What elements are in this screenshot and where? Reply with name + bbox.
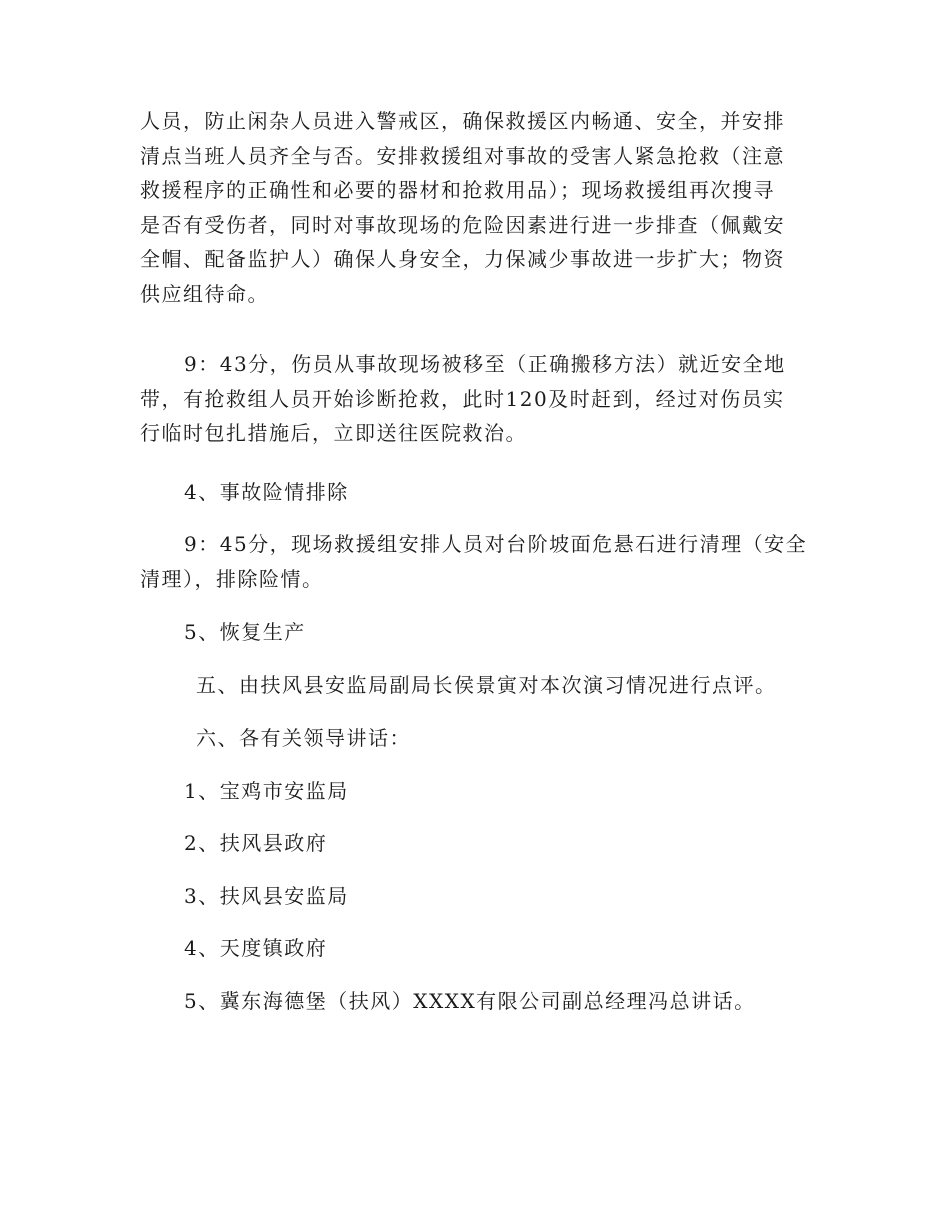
- text-line: 清理），排除险情。: [140, 566, 324, 591]
- text-line: 4、天度镇政府: [184, 936, 328, 960]
- text-line: 供应组待命。: [140, 281, 269, 306]
- heading-hazard-removal: [140, 475, 810, 510]
- list-item: [140, 931, 810, 966]
- text-line: 行临时包扎措施后，立即送往医院救治。: [140, 421, 527, 445]
- text-line: 是否有受伤者，同时对事故现场的危险因素进行进一步排查（佩戴安: [140, 212, 785, 237]
- section-six-speeches: [140, 721, 810, 756]
- paragraph-hazard-clearing: [140, 527, 810, 596]
- list-item: [140, 879, 810, 914]
- text-line: 1、宝鸡市安监局: [184, 779, 349, 803]
- text-line: 六、各有关领导讲话：: [196, 726, 411, 750]
- paragraph-casualty-transfer: [140, 347, 810, 451]
- text-line: 9：43分，伤员从事故现场被移至（正确搬移方法）就近安全地: [184, 352, 786, 376]
- text-line: 人员，防止闲杂人员进入警戒区，确保救援区内畅通、安全，并安排: [140, 109, 785, 133]
- text-line: 清点当班人员齐全与否。安排救援组对事故的受害人紧急抢救（注意: [140, 143, 785, 168]
- text-line: 带，有抢救组人员开始诊断抢救，此时120及时赶到，经过对伤员实: [140, 386, 785, 411]
- list-item: [140, 984, 810, 1019]
- section-five-review: [140, 668, 810, 703]
- text-line: 全帽、配备监护人）确保人身安全，力保减少事故进一步扩大；物资: [140, 247, 785, 271]
- text-line: 2、扶风县政府: [184, 831, 328, 855]
- text-line: 救援程序的正确性和必要的器材和抢救用品）；现场救援组再次搜寻: [140, 178, 775, 202]
- text-line: 5、恢复生产: [184, 620, 306, 644]
- paragraph-rescue-actions: [140, 104, 810, 311]
- text-line: 9：45分，现场救援组安排人员对台阶坡面危悬石进行清理（安全: [184, 532, 808, 556]
- list-item: [140, 826, 810, 861]
- text-line: 五、由扶风县安监局副局长侯景寅对本次演习情况进行点评。: [196, 673, 777, 697]
- text-line: 5、冀东海德堡（扶风）XXXX有限公司副总经理冯总讲话。: [184, 989, 756, 1013]
- text-line: 4、事故险情排除: [184, 480, 349, 504]
- list-item: [140, 774, 810, 809]
- heading-resume-production: [140, 615, 810, 650]
- text-line: 3、扶风县安监局: [184, 884, 349, 908]
